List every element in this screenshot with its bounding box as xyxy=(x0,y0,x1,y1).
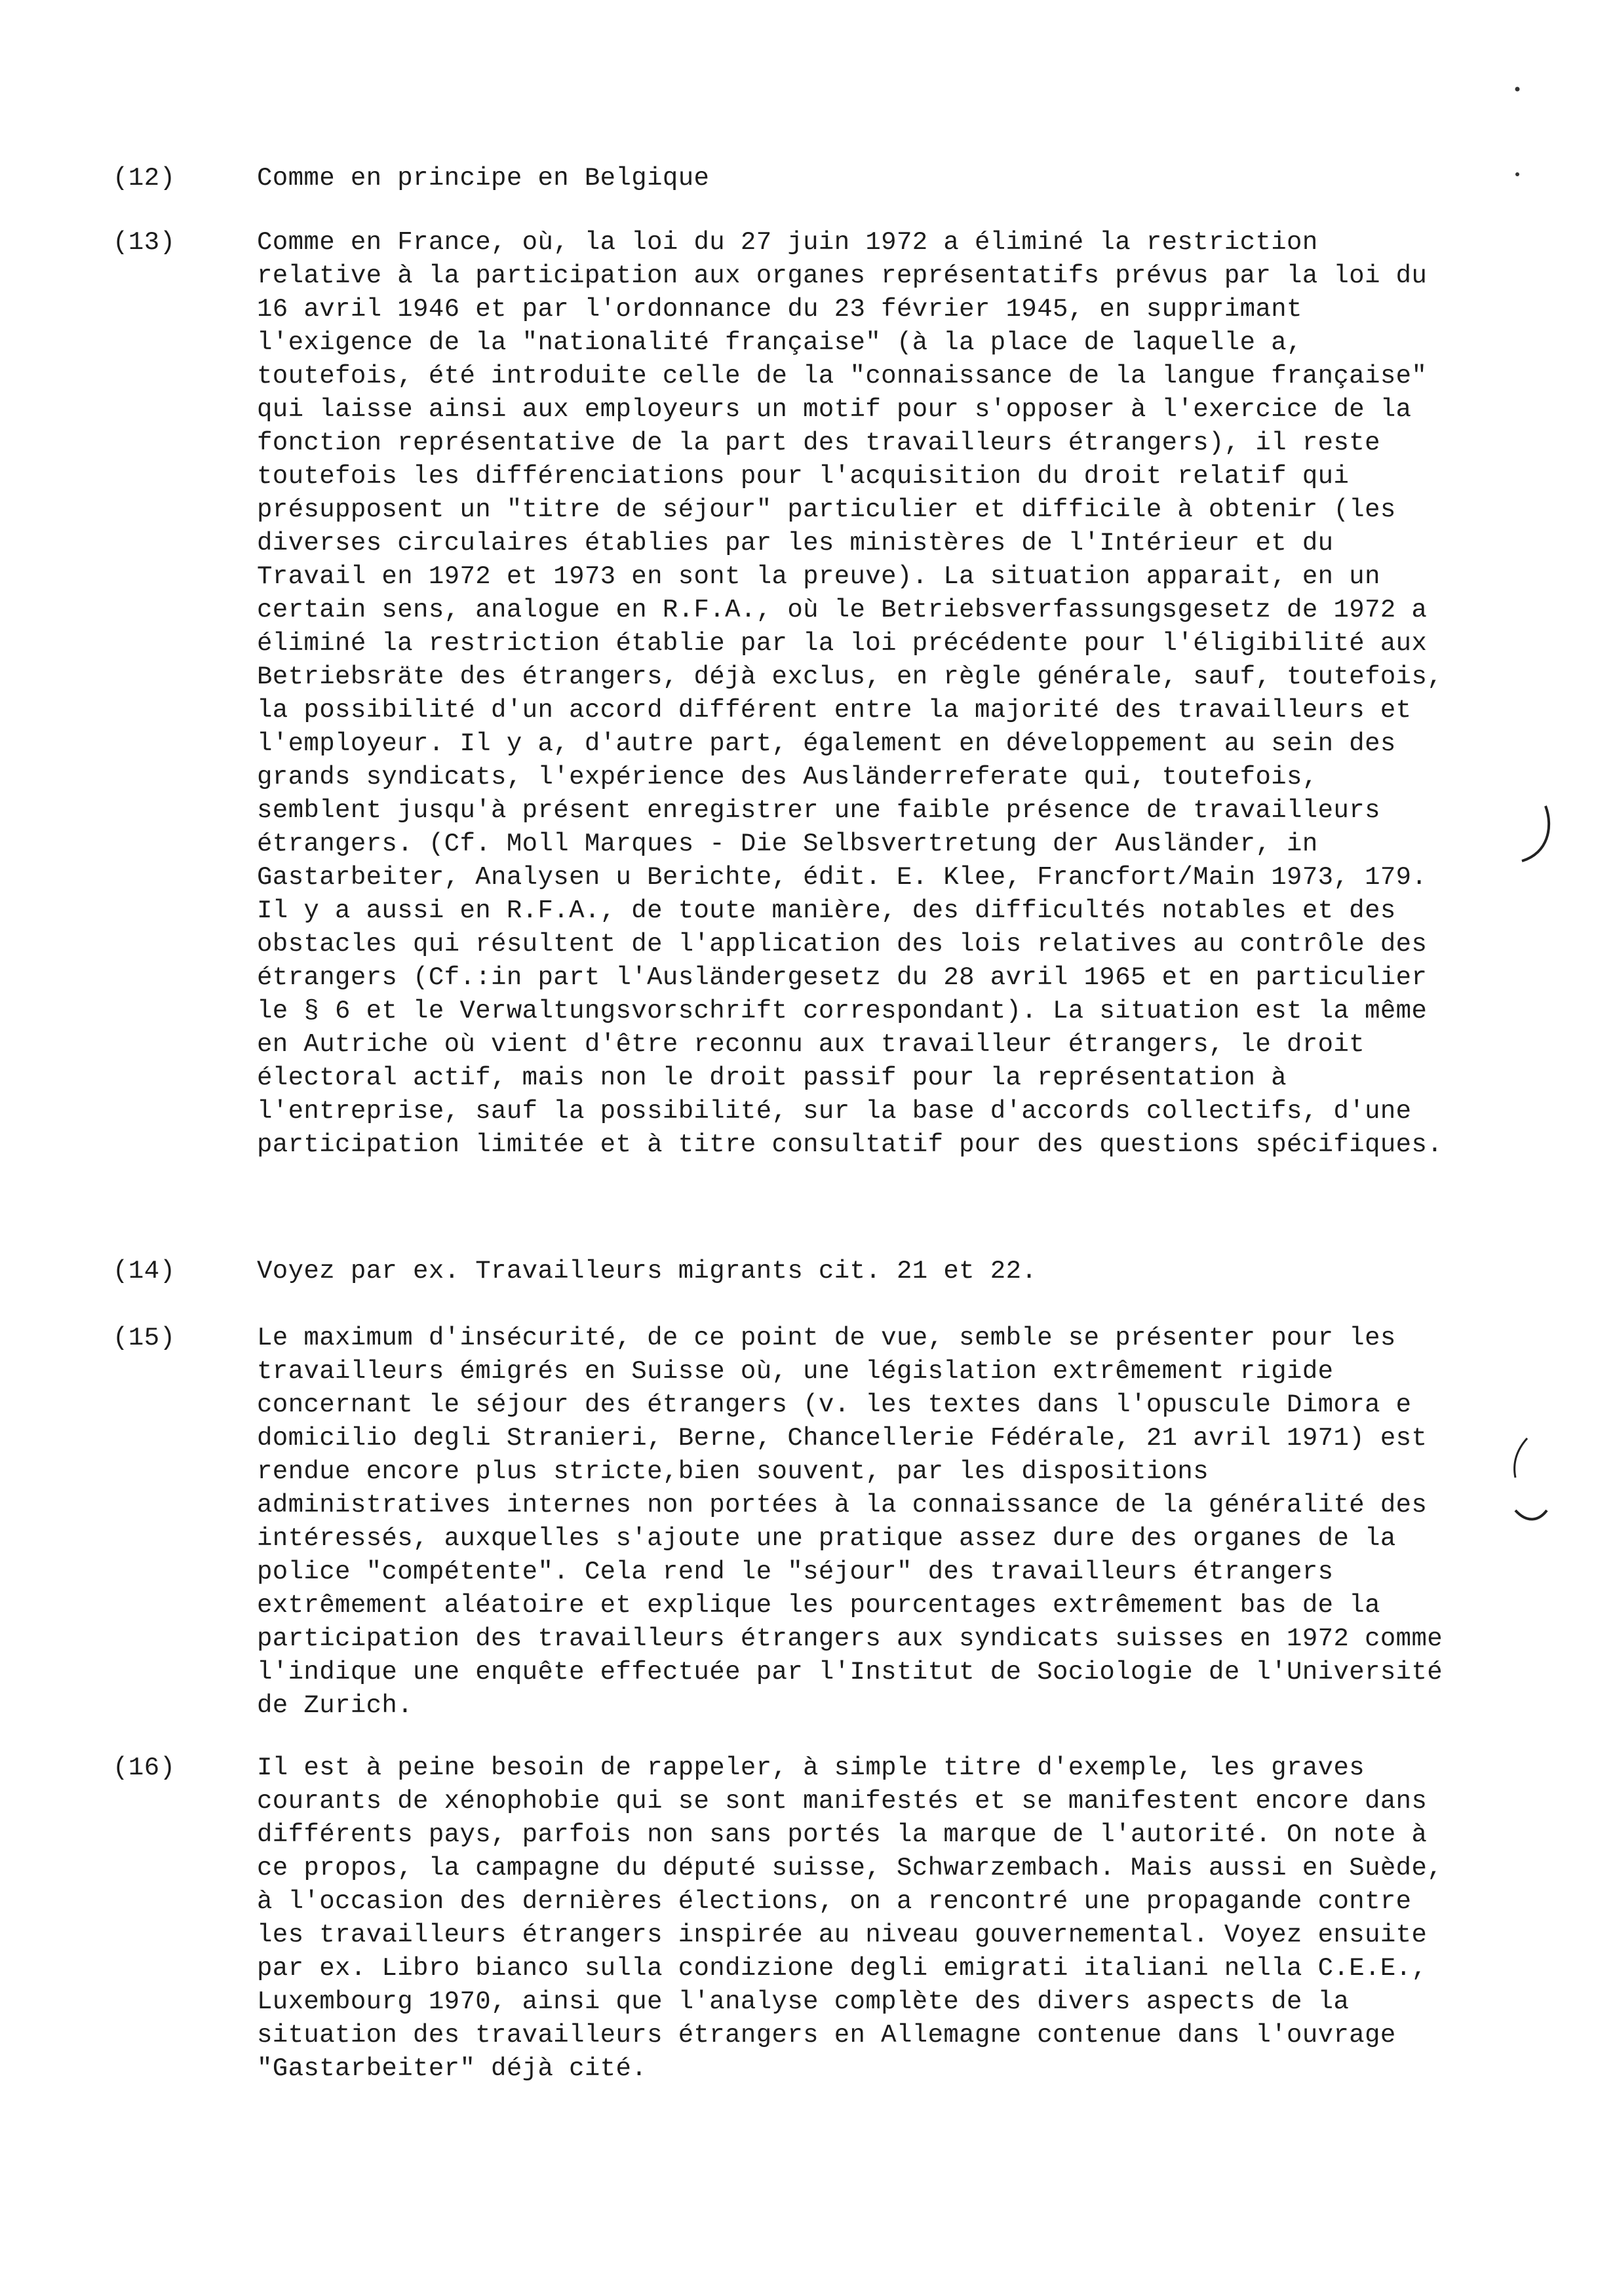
scan-dot-mark xyxy=(1508,77,1527,189)
footnote-number: (13) xyxy=(113,228,176,257)
footnote-text: Le maximum d'insécurité, de ce point de vue, semble se présenter pour les travailleurs émigrés en Suisse où, une législation extrêmement rigide concernant le séjour des étrangers (v. les textes dans l'opuscule Dimora e domicilio degli Stranieri, Berne, Chancellerie Fédérale, 21 avril 1971) est rendue encore plus stricte,bien souvent, par les dispositions administratives internes non portées à la connaissance de la généralité des intéressés, auxquelles s'ajoute une pratique assez dure des organes de la police "compétente". Cela rend le "séjour" des travailleurs étrangers extrêmement aléatoire et explique les pourcentages extrêmement bas de la participation des travailleurs étrangers aux syndicats suisses en 1972 comme l'indique une enquête effectuée par l'Institut de Sociologie de l'Université de Zurich. xyxy=(257,1324,1458,1720)
footnote-text: Comme en France, où, la loi du 27 juin 1972 a éliminé la restriction relative à la participation aux organes représentatifs prévus par la loi du 16 avril 1946 et par l'ordonnance du 23 février 1945, en supprimant l'exigence de la "nationalité française" (à la place de laquelle a, toutefois, été introduite celle de la "connaissance de la langue française" qui laisse ainsi aux employeurs un motif pour s'opposer à l'exercice de la fonction représentative de la part des travailleurs étrangers), il reste toutefois les différenciations pour l'acquisition du droit relatif qui présupposent un "titre de séjour" particulier et difficile à obtenir (les diverses circulaires établies par les ministères de l'Intérieur et du Travail en 1972 et 1973 en sont la preuve). La situation apparait, en un certain sens, analogue en R.F.A., où le Betriebsverfassungsgesetz de 1972 a éliminé la restriction établie par la loi précédente pour l'éligibilité aux Betriebsräte des étrangers, déjà exclus, en règle générale, sauf, toutefois, la possibilité d'un accord différent entre la majorité des travailleurs et l'employeur. Il y a, d'autre part, également en développement au sein des grands syndicats, l'expérience des Ausländerreferate qui, toutefois, semblent jusqu'à présent enregistrer une faible présence de travailleurs étrangers. (Cf. Moll Marques - Die Selbsvertretung der Ausländer, in Gastarbeiter, Analysen u Berichte, édit. E. Klee, Francfort/Main 1973, 179. Il y a aussi en R.F.A., de toute manière, des difficultés notables et des obstacles qui résultent de l'application des lois relatives au contrôle des étrangers (Cf.:in part l'Ausländergesetz du 28 avril 1965 et en particulier le § 6 et le Verwaltungsvorschrift correspondant). La situation est la même en Autriche où vient d'être reconnu aux travailleur étrangers, le droit électoral actif, mais non le droit passif pour la représentation à l'entreprise, sauf la possibilité, sur la base d'accords collectifs, d'une participation limitée et à titre consultatif pour des questions spécifiques. xyxy=(257,228,1458,1159)
footnote-number: (14) xyxy=(113,1257,176,1286)
scan-curve-mark xyxy=(1508,801,1560,873)
footnote-number: (12) xyxy=(113,164,176,193)
scan-bracket-mark xyxy=(1501,1432,1553,1543)
footnote-text: Comme en principe en Belgique xyxy=(257,164,710,193)
footnote-text: Il est à peine besoin de rappeler, à simple titre d'exemple, les graves courants de xénophobie qui se sont manifestés et se manifestent encore dans différents pays, parfois non sans portés la marque de l'autorité. On note à ce propos, la campagne du député suisse, Schwarzembach. Mais aussi en Suède, à l'occasion des dernières élections, on a rencontré une propagande contre les travailleurs étrangers inspirée au niveau gouvernemental. Voyez ensuite par ex. Libro bianco sulla condizione degli emigrati italiani nella C.E.E., Luxembourg 1970, ainsi que l'analyse complète des divers aspects de la situation des travailleurs étrangers en Allemagne contenue dans l'ouvrage "Gastarbeiter" déjà cité. xyxy=(257,1753,1458,2083)
footnote-text: Voyez par ex. Travailleurs migrants cit. 21 et 22. xyxy=(257,1257,1038,1286)
footnote-number: (15) xyxy=(113,1324,176,1352)
footnote-number: (16) xyxy=(113,1753,176,1782)
